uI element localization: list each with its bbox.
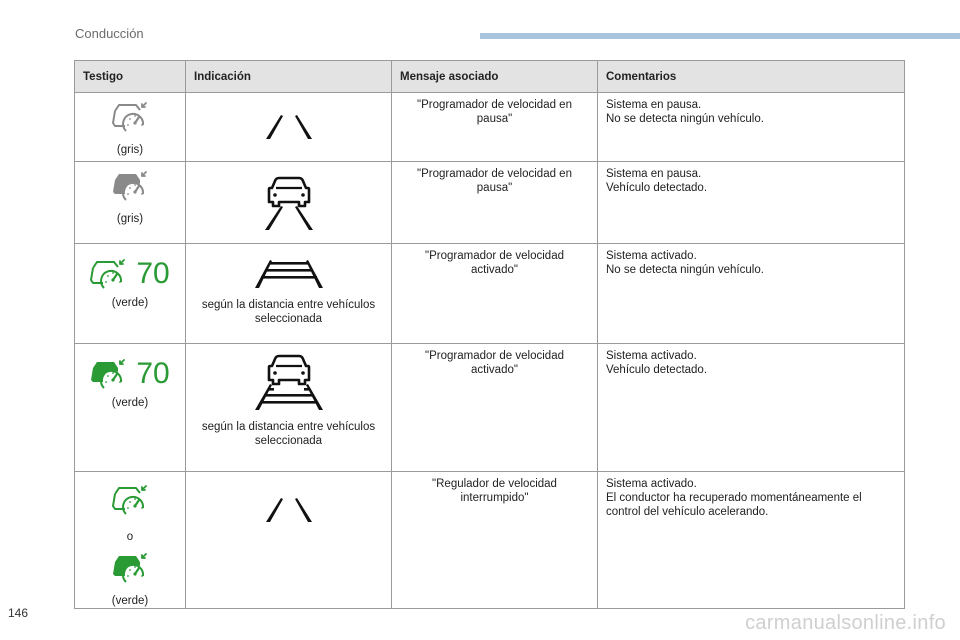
testigo-label: (verde)	[111, 595, 149, 607]
mensaje-cell: "Programador de velocidad en pausa"	[392, 93, 598, 162]
or-separator: o	[126, 531, 134, 543]
testigo-icon-row	[75, 358, 185, 390]
indicator-table	[74, 60, 905, 609]
comment-line: Sistema activado.	[606, 250, 697, 262]
indicacion-caption: según la distancia entre vehículos seleccionada	[201, 299, 376, 325]
table-row	[75, 344, 905, 472]
set-speed-value: 70	[136, 257, 170, 290]
car-lane-lines-icon	[239, 172, 339, 232]
mensaje-cell: "Programador de velocidad activado"	[392, 344, 598, 472]
mensaje-cell: "Programador de velocidad activado"	[392, 244, 598, 344]
indicacion-caption: según la distancia entre vehículos seleccionada	[201, 421, 376, 447]
set-speed-value: 70	[136, 357, 170, 390]
cruise-gauge-outline-green-icon	[90, 258, 126, 290]
indicacion-cell	[186, 472, 392, 609]
testigo-label: (gris)	[116, 144, 144, 156]
column-header-comentarios: Comentarios	[598, 61, 905, 93]
testigo-label: (gris)	[116, 213, 144, 225]
comment-line: Vehículo detectado.	[606, 182, 708, 194]
table-row	[75, 162, 905, 244]
comentarios-cell	[598, 344, 905, 472]
testigo-cell	[75, 244, 186, 344]
page-number: 146	[8, 606, 29, 620]
comment-line: Sistema activado.	[606, 478, 697, 490]
cruise-gauge-filled-gray-icon	[112, 170, 148, 202]
testigo-cell	[75, 93, 186, 162]
watermark: carmanualsonline.info	[745, 612, 946, 634]
testigo-cell	[75, 344, 186, 472]
table-row	[75, 472, 905, 609]
column-header-testigo: Testigo	[75, 61, 186, 93]
table-header-row	[75, 61, 905, 93]
comment-line: Sistema en pausa.	[606, 99, 702, 111]
table-row	[75, 93, 905, 162]
header-accent-bar	[480, 33, 960, 39]
cruise-gauge-filled-green-icon	[90, 358, 126, 390]
testigo-label: (verde)	[111, 297, 149, 309]
comment-line: Sistema activado.	[606, 350, 697, 362]
comment-line: Sistema en pausa.	[606, 168, 702, 180]
car-distance-bars-lane-icon	[239, 352, 339, 412]
section-title: Conducción	[75, 26, 144, 41]
mensaje-cell: "Regulador de velocidad interrumpido"	[392, 472, 598, 609]
column-header-indicacion: Indicación	[186, 61, 392, 93]
testigo-cell	[75, 162, 186, 244]
indicacion-cell	[186, 244, 392, 344]
indicacion-cell	[186, 93, 392, 162]
indicacion-cell	[186, 162, 392, 244]
comment-line: No se detecta ningún vehículo.	[606, 113, 764, 125]
lane-lines-icon	[244, 492, 334, 526]
column-header-mensaje: Mensaje asociado	[392, 61, 598, 93]
testigo-cell	[75, 472, 186, 609]
comment-line: El conductor ha recuperado momentáneamente el control del vehículo acelerando.	[606, 492, 862, 518]
lane-lines-icon	[244, 109, 334, 143]
comment-line: No se detecta ningún vehículo.	[606, 264, 764, 276]
comentarios-cell	[598, 472, 905, 609]
comentarios-cell	[598, 93, 905, 162]
cruise-gauge-outline-green-icon	[112, 484, 148, 516]
comment-line: Vehículo detectado.	[606, 364, 708, 376]
cruise-gauge-filled-green-icon	[112, 552, 148, 584]
table-row	[75, 244, 905, 344]
cruise-gauge-outline-gray-icon	[112, 101, 148, 133]
indicacion-cell	[186, 344, 392, 472]
mensaje-cell: "Programador de velocidad en pausa"	[392, 162, 598, 244]
testigo-label: (verde)	[111, 397, 149, 409]
distance-bars-lane-icon	[239, 256, 339, 290]
comentarios-cell	[598, 162, 905, 244]
comentarios-cell	[598, 244, 905, 344]
testigo-icon-row	[75, 258, 185, 290]
